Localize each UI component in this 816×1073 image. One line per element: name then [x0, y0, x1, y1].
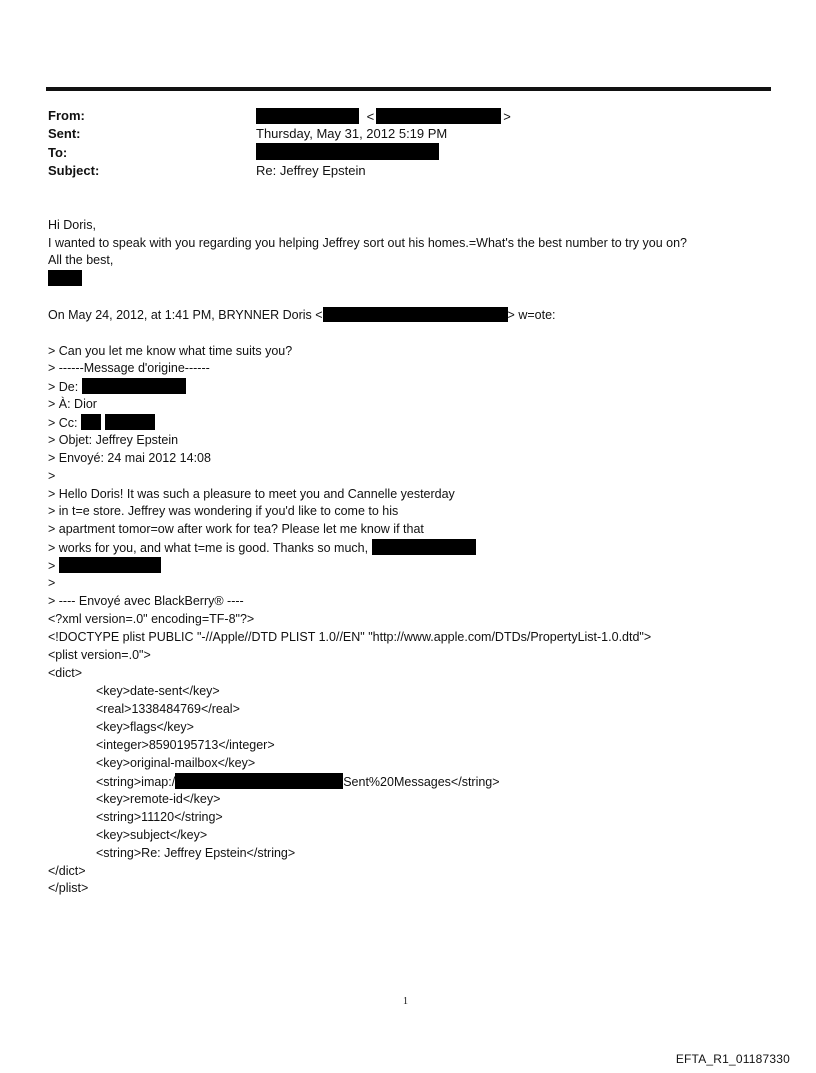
quote-intro	[48, 307, 556, 323]
quote-intro-b: > w=ote:	[507, 308, 556, 322]
bates-number: EFTA_R1_01187330	[675, 1052, 790, 1066]
plist-line: </dict>	[48, 864, 86, 878]
quoted-de: > De:	[48, 380, 79, 394]
quoted-line	[48, 378, 186, 395]
plist-line: <?xml version=.0" encoding=TF-8"?>	[48, 612, 255, 626]
plist-line: <key>original-mailbox</key>	[96, 756, 256, 770]
sent-value: Thursday, May 31, 2012 5:19 PM	[256, 126, 448, 141]
redaction-sender-email	[323, 307, 508, 322]
signoff: All the best,	[48, 253, 114, 267]
redaction-imap	[175, 773, 343, 789]
page-number: 1	[403, 996, 408, 1007]
quoted-thanks: > works for you, and what t=me is good. Thanks so much,	[48, 541, 369, 555]
from-value	[256, 108, 511, 125]
redaction-to	[256, 143, 439, 160]
subject-label: Subject:	[48, 163, 100, 178]
subject-value: Re: Jeffrey Epstein	[256, 163, 366, 178]
quoted-line: > apartment tomor=ow after work for tea? Please let me know if that	[48, 522, 424, 536]
sent-label: Sent:	[48, 126, 81, 141]
header-rule	[46, 87, 771, 91]
redaction-from-name	[256, 108, 359, 124]
quoted-line: > À: Dior	[48, 397, 97, 411]
plist-line: <real>1338484769</real>	[96, 702, 240, 716]
quoted-line	[48, 539, 476, 556]
body-line-1: I wanted to speak with you regarding you helping Jeffrey sort out his homes.=What's the best number to try you on?	[48, 236, 687, 250]
quoted-line	[48, 414, 155, 431]
redaction-signature	[48, 270, 82, 286]
redaction-cc-1	[81, 414, 101, 430]
plist-line: <string>11120</string>	[96, 810, 223, 824]
plist-line: <key>date-sent</key>	[96, 684, 220, 698]
plist-line: <key>remote-id</key>	[96, 792, 221, 806]
plist-line: <plist version=.0">	[48, 648, 151, 662]
quoted-line: > Objet: Jeffrey Epstein	[48, 433, 179, 447]
plist-line: <!DOCTYPE plist PUBLIC "-//Apple//DTD PLIST 1.0//EN" "http://www.apple.com/DTDs/PropertyList-1.0.dtd">	[48, 630, 652, 644]
quoted-line: > Can you let me know what time suits you?	[48, 344, 293, 358]
quoted-line: > ---- Envoyé avec BlackBerry® ----	[48, 594, 244, 608]
plist-line: <string>Re: Jeffrey Epstein</string>	[96, 846, 296, 860]
plist-line: <key>subject</key>	[96, 828, 208, 842]
plist-line: <key>flags</key>	[96, 720, 194, 734]
quoted-line: >	[48, 576, 56, 590]
quote-intro-a: On May 24, 2012, at 1:41 PM, BRYNNER Doris <	[48, 308, 323, 322]
quoted-line: > Envoyé: 24 mai 2012 14:08	[48, 451, 211, 465]
quoted-line: > in t=e store. Jeffrey was wondering if you'd like to come to his	[48, 504, 399, 518]
quoted-line: > ------Message d'origine------	[48, 361, 210, 375]
redaction-cc-2	[105, 414, 155, 430]
quoted-line: >	[48, 469, 56, 483]
quoted-gt: >	[48, 559, 56, 573]
redaction-signoff	[59, 557, 161, 573]
plist-line: <dict>	[48, 666, 83, 680]
from-label: From:	[48, 108, 85, 123]
redaction-thanks-name	[372, 539, 476, 555]
from-gt: >	[503, 109, 511, 124]
quoted-line	[48, 557, 161, 574]
plist-line: <integer>8590195713</integer>	[96, 738, 275, 752]
quoted-cc: > Cc:	[48, 416, 78, 430]
to-label: To:	[48, 145, 68, 160]
quoted-line: > Hello Doris! It was such a pleasure to meet you and Cannelle yesterday	[48, 487, 455, 501]
plist-line: </plist>	[48, 881, 89, 895]
redaction-de	[82, 378, 186, 394]
redaction-from-email	[376, 108, 501, 124]
from-lt: <	[366, 109, 375, 124]
plist-line	[96, 773, 500, 790]
plist-imap: <string>imap:/	[96, 775, 176, 789]
plist-sent-messages: Sent%20Messages</string>	[343, 775, 500, 789]
greeting: Hi Doris,	[48, 218, 96, 232]
